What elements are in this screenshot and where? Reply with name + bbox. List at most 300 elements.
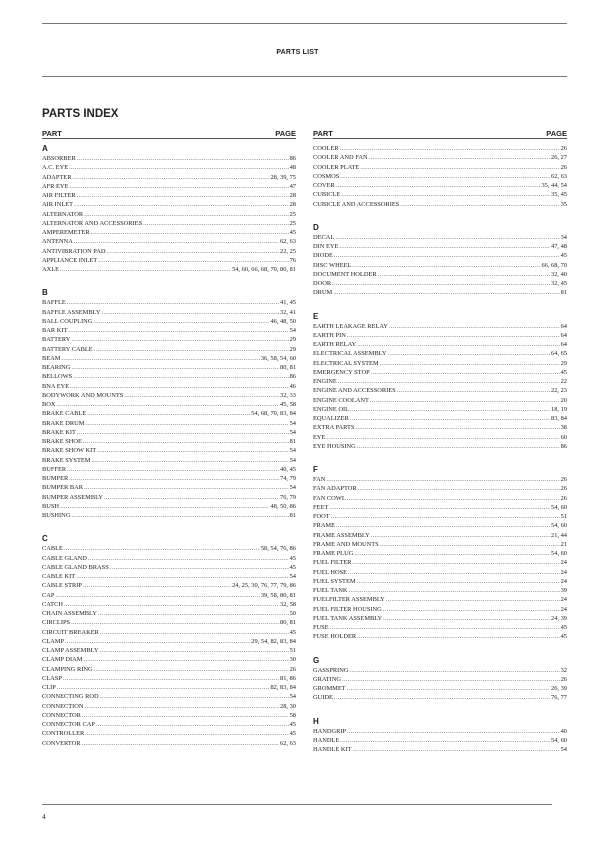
entry-page-numbers: 40, 45 (280, 465, 296, 473)
entry-leader-dots (357, 577, 560, 586)
index-entry[interactable] (42, 256, 296, 265)
entry-part-name: GRATING (313, 675, 342, 683)
entry-page-numbers: 24 (560, 577, 567, 585)
entry-part-name: BODYWORK AND MOUNTS (42, 391, 124, 399)
entry-part-name: BATTERY (42, 336, 71, 344)
entry-part-name: FAN (313, 476, 326, 483)
entry-leader-dots (87, 409, 250, 418)
index-entry[interactable] (42, 428, 296, 437)
entry-part-name: CONNECTING ROD (42, 693, 99, 701)
index-entry[interactable] (42, 544, 296, 553)
index-entry[interactable] (313, 586, 567, 595)
entry-leader-dots (124, 391, 279, 400)
entry-part-name: A.C. EYE (42, 164, 69, 172)
index-entry[interactable] (42, 317, 296, 326)
index-entry[interactable] (42, 182, 296, 191)
index-entry[interactable] (313, 261, 567, 270)
index-entry[interactable] (42, 665, 296, 674)
entry-page-numbers: 29 (289, 336, 296, 344)
index-entry[interactable] (313, 531, 567, 540)
index-entry[interactable] (42, 456, 296, 465)
index-entry[interactable] (313, 736, 567, 745)
index-entry[interactable] (313, 190, 567, 199)
index-entry[interactable] (42, 298, 296, 307)
entry-leader-dots (357, 632, 559, 641)
index-letter: F (313, 465, 318, 474)
entry-part-name: BATTERY CABLE (42, 345, 93, 353)
entry-leader-dots (352, 261, 540, 270)
entry-page-numbers: 45, 58 (280, 401, 296, 408)
entry-page-numbers: 22, 25 (280, 247, 296, 255)
column-header (313, 129, 567, 139)
index-entry[interactable] (42, 511, 296, 520)
index-entry[interactable] (313, 549, 567, 558)
entry-leader-dots (380, 540, 560, 549)
entry-page-numbers: 26 (560, 145, 567, 152)
entry-page-numbers: 35 (560, 200, 567, 208)
entry-page-numbers: 24, 39 (551, 614, 567, 622)
index-entry[interactable] (42, 228, 296, 237)
index-entry[interactable] (42, 655, 296, 664)
entry-page-numbers: 26, 27 (551, 154, 567, 162)
entry-leader-dots (65, 637, 250, 646)
entry-leader-dots (73, 372, 288, 381)
entry-leader-dots (357, 442, 560, 451)
index-entry[interactable] (42, 391, 296, 400)
index-entry[interactable] (42, 646, 296, 655)
entry-leader-dots (67, 465, 279, 474)
entry-leader-dots (83, 581, 231, 590)
index-entry[interactable] (42, 683, 296, 692)
entry-page-numbers: 86 (289, 155, 296, 162)
entry-part-name: GROMMET (313, 685, 346, 692)
entry-part-name: DRUM (313, 289, 333, 297)
entry-page-numbers: 41, 45 (280, 299, 296, 307)
entry-leader-dots (85, 729, 288, 738)
entry-page-numbers: 86 (289, 373, 296, 381)
entry-page-numbers: 66, 68, 70 (541, 261, 567, 269)
entry-part-name: ALTERNATOR (42, 210, 84, 218)
entry-page-numbers: 64 (560, 341, 567, 348)
entry-part-name: FAN COWL (313, 494, 346, 502)
index-entry[interactable] (313, 484, 567, 493)
entry-part-name: BELLOWS (42, 373, 73, 381)
index-entry[interactable] (313, 331, 567, 340)
entry-leader-dots (334, 693, 550, 702)
index-entry[interactable] (42, 637, 296, 646)
entry-page-numbers: 32, 58 (280, 600, 296, 608)
index-entry[interactable] (42, 247, 296, 256)
entry-page-numbers: 45 (560, 624, 567, 631)
index-entry[interactable] (42, 345, 296, 354)
index-entry[interactable] (313, 181, 567, 190)
index-entry[interactable] (313, 200, 567, 209)
entry-page-numbers: 54, 60 (551, 503, 567, 511)
index-entry[interactable] (42, 237, 296, 246)
entry-page-numbers: 81 (560, 289, 567, 297)
entry-page-numbers: 50 (289, 610, 296, 617)
entry-part-name: BUMPER BAR (42, 484, 84, 492)
entry-page-numbers: 54 (289, 428, 296, 436)
group-spacer (313, 703, 567, 712)
entry-leader-dots (67, 298, 279, 307)
entry-part-name: CLAMPING RING (42, 665, 93, 673)
entry-part-name: FRAME ASSEMBLY (313, 531, 370, 539)
index-entry[interactable] (313, 727, 567, 736)
entry-leader-dots (93, 317, 269, 326)
entry-leader-dots (397, 386, 550, 395)
index-group (313, 312, 567, 452)
index-entry[interactable] (313, 172, 567, 181)
entry-page-numbers: 54 (289, 573, 296, 580)
index-entry[interactable] (42, 200, 296, 209)
entry-page-numbers: 54, 60 (551, 550, 567, 557)
entry-page-numbers: 64 (560, 322, 567, 330)
index-entry[interactable] (313, 242, 567, 251)
entry-part-name: FAN ADAPTOR (313, 485, 357, 493)
entry-part-name: BRAKE SYSTEM (42, 456, 91, 464)
index-group (313, 465, 567, 642)
entry-leader-dots (326, 433, 559, 442)
index-entry[interactable] (42, 326, 296, 335)
top-rule (42, 23, 567, 24)
index-entry[interactable] (42, 363, 296, 372)
index-entry[interactable] (42, 591, 296, 600)
index-entry[interactable] (42, 372, 296, 381)
entry-part-name: AMPEREMETER (42, 229, 90, 236)
index-entry[interactable] (42, 581, 296, 590)
entry-part-name: BEAM (42, 354, 61, 362)
index-entry[interactable] (313, 684, 567, 693)
index-entry[interactable] (42, 720, 296, 729)
index-entry[interactable] (313, 153, 567, 162)
index-entry[interactable] (313, 745, 567, 754)
index-entry[interactable] (313, 675, 567, 684)
index-column-right (313, 129, 567, 754)
entry-part-name: HANDLE (313, 736, 340, 744)
index-entry[interactable] (42, 265, 296, 274)
entry-leader-dots (82, 739, 279, 748)
entry-page-numbers: 22 (560, 378, 567, 385)
index-entry[interactable] (313, 386, 567, 395)
entry-part-name: CLAMP ASSEMBLY (42, 647, 99, 654)
index-entry[interactable] (42, 702, 296, 711)
entry-page-numbers: 28 (289, 192, 296, 199)
entry-leader-dots (57, 400, 280, 409)
entry-page-numbers: 24 (560, 596, 567, 604)
entry-leader-dots (97, 446, 288, 455)
index-entry[interactable] (313, 632, 567, 641)
index-entry[interactable] (313, 605, 567, 614)
entry-page-numbers: 58, 54, 76, 86 (260, 545, 296, 553)
entry-page-numbers: 74, 79 (280, 475, 296, 482)
index-entry[interactable] (313, 368, 567, 377)
index-entry[interactable] (42, 419, 296, 428)
index-groups (42, 144, 296, 748)
entry-page-numbers: 26 (289, 665, 296, 673)
entry-leader-dots (339, 242, 550, 251)
index-entry[interactable] (42, 335, 296, 344)
entry-page-numbers: 60 (560, 433, 567, 441)
entry-part-name: DECAL (313, 233, 335, 241)
index-entry[interactable] (42, 674, 296, 683)
group-spacer (42, 520, 296, 529)
index-entry[interactable] (42, 729, 296, 738)
entry-leader-dots (55, 591, 259, 600)
index-entry[interactable] (42, 409, 296, 418)
entry-page-numbers: 26, 39 (551, 685, 567, 692)
entry-part-name: ENGINE (313, 378, 337, 385)
index-entry[interactable] (42, 446, 296, 455)
entry-part-name: BAFFLE ASSEMBLY (42, 308, 101, 316)
entry-leader-dots (329, 503, 550, 512)
index-group (42, 288, 296, 520)
index-entry[interactable] (313, 475, 567, 484)
entry-leader-dots (69, 474, 279, 483)
index-entry[interactable] (42, 154, 296, 163)
entry-part-name: ELECTRICAL ASSEMBLY (313, 350, 387, 358)
entry-part-name: FUEL TANK ASSEMBLY (313, 614, 383, 622)
index-entry[interactable] (313, 279, 567, 288)
entry-part-name: BALL COUPLING (42, 317, 93, 325)
entry-leader-dots (91, 228, 289, 237)
entry-part-name: FUSE (313, 624, 329, 631)
index-entry[interactable] (313, 540, 567, 549)
index-entry[interactable] (42, 493, 296, 502)
entry-leader-dots (60, 502, 269, 511)
entry-part-name: CLAMP (42, 637, 65, 645)
entry-leader-dots (360, 163, 559, 172)
entry-page-numbers: 28, 30 (280, 702, 296, 710)
entry-leader-dots (84, 483, 289, 492)
entry-leader-dots (383, 614, 550, 623)
entry-leader-dots (340, 736, 550, 745)
entry-part-name: COVER (313, 182, 335, 189)
entry-page-numbers: 26 (560, 476, 567, 483)
entry-part-name: CABLE KIT (42, 573, 76, 580)
index-entry[interactable] (313, 233, 567, 242)
index-entry[interactable] (313, 414, 567, 423)
index-group (313, 717, 567, 755)
index-entry[interactable] (42, 572, 296, 581)
entry-page-numbers: 38 (560, 424, 567, 432)
index-entry[interactable] (42, 600, 296, 609)
entry-leader-dots (96, 720, 289, 729)
entry-leader-dots (77, 191, 289, 200)
index-entry[interactable] (313, 494, 567, 503)
index-entry[interactable] (313, 577, 567, 586)
entry-part-name: EXTRA PARTS (313, 424, 355, 432)
index-entry[interactable] (313, 340, 567, 349)
entry-leader-dots (348, 586, 559, 595)
entry-leader-dots (100, 692, 289, 701)
index-entry[interactable] (42, 628, 296, 637)
entry-page-numbers: 32 (560, 666, 567, 674)
entry-page-numbers: 76, 77 (551, 694, 567, 702)
entry-page-numbers: 30 (289, 656, 296, 664)
entry-leader-dots (82, 711, 289, 720)
entry-part-name: CIRCUIT BREAKER (42, 628, 99, 636)
index-entry[interactable] (42, 692, 296, 701)
entry-page-numbers: 46, 48, 50 (270, 317, 296, 325)
entry-leader-dots (68, 326, 288, 335)
entry-leader-dots (388, 349, 551, 358)
entry-part-name: CLAMP DIAM (42, 656, 83, 664)
entry-part-name: FOOT (313, 513, 330, 520)
entry-leader-dots (69, 182, 288, 191)
index-entry[interactable] (313, 623, 567, 632)
index-entry[interactable] (42, 554, 296, 563)
entry-page-numbers: 39 (560, 587, 567, 594)
index-entry[interactable] (313, 666, 567, 675)
entry-page-numbers: 34 (560, 233, 567, 241)
entry-page-numbers: 45 (560, 252, 567, 260)
index-entry[interactable] (42, 437, 296, 446)
index-entry[interactable] (42, 474, 296, 483)
entry-page-numbers: 54 (289, 419, 296, 427)
entry-part-name: CONTROLLER (42, 730, 85, 738)
entry-page-numbers: 64 (560, 331, 567, 339)
index-entry[interactable] (42, 739, 296, 748)
entry-page-numbers: 24 (560, 605, 567, 613)
entry-leader-dots (358, 484, 560, 493)
index-entry[interactable] (42, 382, 296, 391)
entry-page-numbers: 32, 45 (551, 280, 567, 287)
index-letter: C (42, 534, 48, 544)
entry-page-numbers: 29 (289, 345, 296, 353)
group-spacer (313, 209, 567, 218)
entry-page-numbers: 29, 54, 82, 83, 84 (251, 637, 296, 645)
entry-part-name: AIR INLET (42, 201, 74, 209)
group-spacer (42, 274, 296, 283)
index-entry[interactable] (42, 563, 296, 572)
entry-page-numbers: 45 (289, 628, 296, 636)
entry-page-numbers: 47 (289, 182, 296, 190)
index-entry[interactable] (313, 595, 567, 604)
entry-leader-dots (83, 437, 289, 446)
index-entry[interactable] (313, 163, 567, 172)
index-entry[interactable] (42, 191, 296, 200)
entry-leader-dots (76, 572, 288, 581)
index-entry[interactable] (313, 512, 567, 521)
entry-page-numbers: 25 (289, 210, 296, 218)
index-entry[interactable] (313, 614, 567, 623)
entry-part-name: DISC WHEEL (313, 261, 352, 269)
entry-part-name: COOLER (313, 145, 339, 152)
index-entry[interactable] (313, 423, 567, 432)
entry-part-name: ADAPTER (42, 173, 72, 181)
index-entry[interactable] (313, 349, 567, 358)
entry-page-numbers: 64, 65 (551, 350, 567, 358)
index-entry[interactable] (313, 558, 567, 567)
entry-part-name: CABLE GLAND BRASS (42, 563, 109, 571)
entry-page-numbers: 81 (289, 438, 296, 445)
index-entry[interactable] (313, 377, 567, 386)
entry-part-name: CONNECTOR (42, 711, 81, 719)
index-group (313, 656, 567, 703)
entry-part-name: BRAKE DRUM (42, 419, 85, 427)
index-entry[interactable] (42, 210, 296, 219)
column-header-part: PART (313, 129, 333, 138)
entry-leader-dots (85, 419, 288, 428)
entry-page-numbers: 32, 40 (551, 270, 567, 278)
index-entry[interactable] (313, 288, 567, 297)
index-entry[interactable] (313, 144, 567, 153)
index-entry[interactable] (313, 433, 567, 442)
entry-leader-dots (357, 340, 559, 349)
index-entry[interactable] (42, 483, 296, 492)
index-entry[interactable] (42, 502, 296, 511)
entry-leader-dots (355, 423, 559, 432)
index-entry[interactable] (42, 354, 296, 363)
index-entry[interactable] (313, 359, 567, 368)
index-entry[interactable] (313, 405, 567, 414)
index-entry[interactable] (313, 396, 567, 405)
entry-page-numbers: 28, 39, 75 (270, 173, 296, 181)
index-letter: D (313, 222, 319, 232)
index-entry[interactable] (42, 163, 296, 172)
entry-page-numbers: 76, 79 (280, 493, 296, 501)
index-entry[interactable] (42, 609, 296, 618)
index-entry[interactable] (42, 400, 296, 409)
index-entry[interactable] (313, 693, 567, 702)
index-entry[interactable] (313, 503, 567, 512)
index-entry[interactable] (42, 173, 296, 182)
entry-leader-dots (74, 200, 289, 209)
entry-leader-dots (332, 279, 550, 288)
entry-leader-dots (334, 251, 560, 260)
index-entry[interactable] (313, 568, 567, 577)
index-entry[interactable] (42, 465, 296, 474)
entry-leader-dots (60, 265, 231, 274)
entry-page-numbers: 26 (560, 494, 567, 502)
index-entry[interactable] (42, 618, 296, 627)
entry-leader-dots (336, 521, 550, 530)
index-entry[interactable] (313, 270, 567, 279)
index-entry[interactable] (313, 251, 567, 260)
index-entry[interactable] (42, 711, 296, 720)
entry-leader-dots (99, 646, 288, 655)
entry-leader-dots (71, 363, 279, 372)
entry-page-numbers: 18, 19 (551, 405, 567, 413)
index-entry[interactable] (42, 308, 296, 317)
entry-page-numbers: 45 (289, 554, 296, 562)
entry-leader-dots (370, 396, 560, 405)
entry-part-name: ELECTRICAL SYSTEM (313, 359, 379, 367)
entry-part-name: FUEL TANK (313, 587, 348, 594)
index-entry[interactable] (313, 442, 567, 451)
index-entry[interactable] (313, 322, 567, 331)
entry-part-name: FUEL HOSE (313, 568, 348, 576)
index-entry[interactable] (42, 219, 296, 228)
entry-part-name: COOLER PLATE (313, 163, 360, 171)
entry-leader-dots (352, 558, 559, 567)
entry-part-name: BEARING (42, 364, 71, 371)
entry-leader-dots (88, 554, 289, 563)
entry-leader-dots (335, 233, 559, 242)
entry-leader-dots (104, 493, 279, 502)
index-letter: B (42, 288, 48, 298)
entry-part-name: BUSH (42, 502, 60, 510)
index-entry[interactable] (313, 521, 567, 530)
entry-page-numbers: 45 (289, 563, 296, 571)
entry-part-name: APPLIANCE INLET (42, 256, 98, 264)
entry-leader-dots (371, 531, 550, 540)
entry-page-numbers: 24 (560, 559, 567, 567)
entry-page-numbers: 28 (289, 201, 296, 209)
entry-leader-dots (380, 359, 560, 368)
entry-part-name: EYE HOUSING (313, 442, 356, 450)
